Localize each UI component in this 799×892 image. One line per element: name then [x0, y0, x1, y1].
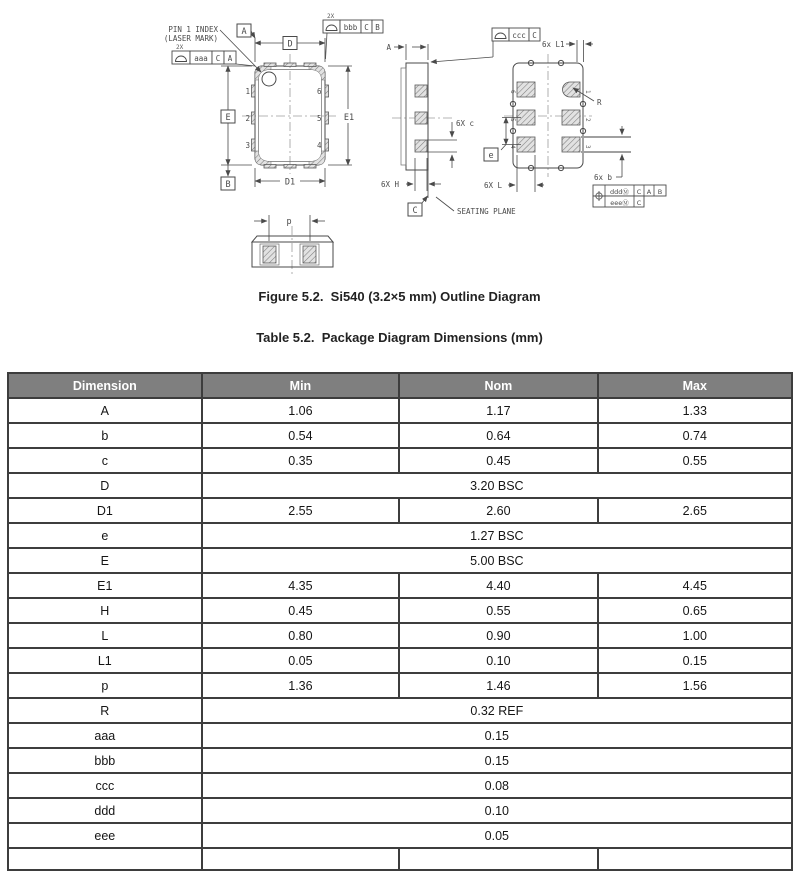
svg-text:6X L: 6X L [484, 181, 503, 190]
cell-span-value: 0.10 [202, 798, 792, 823]
table-header [8, 373, 792, 398]
svg-text:bbb: bbb [343, 23, 358, 32]
svg-text:6x L1: 6x L1 [542, 40, 565, 49]
column-header: Dimension [8, 373, 202, 398]
svg-text:PIN 1 INDEX: PIN 1 INDEX [168, 25, 218, 34]
cell-dimension: D1 [8, 498, 202, 523]
svg-text:e: e [488, 151, 494, 161]
pin-number: 2 [245, 114, 250, 123]
pin-number: 2 [584, 118, 591, 122]
fcf-ccc [431, 28, 540, 62]
svg-text:C: C [636, 188, 642, 196]
svg-text:E1: E1 [343, 113, 355, 123]
svg-text:B: B [375, 23, 380, 32]
cell-dimension: ddd [8, 798, 202, 823]
cell-min: 0.05 [202, 648, 400, 673]
svg-text:B: B [657, 188, 663, 196]
cell-nom: 4.40 [399, 573, 597, 598]
table-row [8, 623, 792, 648]
svg-text:D1: D1 [284, 177, 296, 188]
dim-p [254, 215, 325, 241]
cell-nom: 0.10 [399, 648, 597, 673]
column-header: Max [598, 373, 792, 398]
svg-text:C: C [364, 23, 369, 32]
column-header: Nom [399, 373, 597, 398]
svg-text:2X: 2X [176, 44, 184, 51]
cell-span-value: 3.20 BSC [202, 473, 792, 498]
cell-max: 0.55 [598, 448, 792, 473]
fcf-aaa [172, 44, 255, 66]
cell-nom: 0.45 [399, 448, 597, 473]
cell-dimension: E1 [8, 573, 202, 598]
cell-span-value: 0.08 [202, 773, 792, 798]
table-row [8, 498, 792, 523]
dim-D1 [255, 168, 325, 188]
fcf-bbb [323, 13, 383, 59]
table-row [8, 448, 792, 473]
cell-span-value: 0.05 [202, 823, 792, 848]
pin-number: 6 [317, 87, 322, 96]
fcf-position [593, 185, 666, 207]
table-row [8, 548, 792, 573]
cell-empty [399, 848, 597, 870]
svg-text:B: B [225, 180, 231, 190]
svg-text:A: A [241, 27, 247, 37]
figure-caption: Figure 5.2. Si540 (3.2×5 mm) Outline Diagram [258, 289, 541, 304]
cell-dimension: b [8, 423, 202, 448]
pin-number: 3 [245, 141, 250, 150]
cell-nom: 1.17 [399, 398, 597, 423]
cell-min: 1.36 [202, 673, 400, 698]
pin-number: 4 [317, 141, 322, 150]
dim-6x-l1 [542, 40, 593, 62]
cell-dimension: bbb [8, 748, 202, 773]
svg-text:2X: 2X [327, 13, 335, 20]
end-view [252, 215, 333, 274]
svg-text:aaa: aaa [194, 54, 208, 63]
cell-span-value: 0.15 [202, 748, 792, 773]
pin-number: 6 [509, 90, 516, 94]
table-row [8, 698, 792, 723]
cell-dimension: aaa [8, 723, 202, 748]
cell-empty [202, 848, 400, 870]
svg-text:R: R [597, 98, 602, 107]
cell-nom: 0.64 [399, 423, 597, 448]
svg-text:p: p [286, 217, 292, 227]
svg-text:A: A [646, 188, 652, 196]
cell-nom: 2.60 [399, 498, 597, 523]
pin1-pad [563, 82, 580, 97]
svg-text:C: C [636, 199, 642, 207]
dim-6x-c [427, 119, 474, 168]
dim-E1 [328, 66, 357, 165]
cell-span-value: 0.32 REF [202, 698, 792, 723]
cell-dimension: eee [8, 823, 202, 848]
pin-number: 3 [584, 145, 591, 149]
table-row-clipped [8, 848, 792, 870]
dimensions-table-wrapper [7, 372, 793, 871]
datum-B [221, 165, 235, 190]
svg-text:A: A [227, 54, 233, 63]
pin-number: 5 [317, 114, 322, 123]
cell-dimension: p [8, 673, 202, 698]
table-row [8, 798, 792, 823]
cell-dimension: L1 [8, 648, 202, 673]
cell-max: 2.65 [598, 498, 792, 523]
dimensions-table [7, 372, 793, 871]
cell-max: 1.56 [598, 673, 792, 698]
pin-number: 4 [509, 145, 516, 149]
datum-A [237, 24, 255, 38]
dim-e [484, 118, 521, 162]
cell-dimension: A [8, 398, 202, 423]
svg-text:C: C [412, 206, 418, 216]
cell-nom: 0.55 [399, 598, 597, 623]
pin1-index-mark [262, 72, 276, 86]
svg-text:6X c: 6X c [456, 119, 475, 128]
cell-dimension: D [8, 473, 202, 498]
cell-dimension: H [8, 598, 202, 623]
cell-max: 1.00 [598, 623, 792, 648]
cell-max: 1.33 [598, 398, 792, 423]
svg-text:ccc: ccc [512, 31, 526, 40]
cell-dimension: c [8, 448, 202, 473]
cell-dimension: R [8, 698, 202, 723]
svg-text:dddⓂ: dddⓂ [610, 188, 629, 196]
table-row [8, 823, 792, 848]
svg-text:eeeⓂ: eeeⓂ [610, 199, 629, 207]
seating-plane [408, 170, 516, 216]
svg-text:D: D [287, 39, 293, 50]
cell-min: 0.54 [202, 423, 400, 448]
dim-6x-b [581, 126, 631, 182]
svg-text:E: E [225, 113, 231, 123]
cell-dimension: ccc [8, 773, 202, 798]
cell-min: 0.45 [202, 598, 400, 623]
cell-span-value: 5.00 BSC [202, 548, 792, 573]
pin-number: 1 [245, 87, 250, 96]
table-row [8, 598, 792, 623]
svg-text:(LASER MARK): (LASER MARK) [163, 34, 218, 43]
table-row [8, 673, 792, 698]
cell-min: 0.80 [202, 623, 400, 648]
svg-text:SEATING PLANE: SEATING PLANE [457, 207, 516, 216]
cell-min: 2.55 [202, 498, 400, 523]
cell-span-value: 0.15 [202, 723, 792, 748]
svg-text:C: C [532, 31, 537, 40]
table-row [8, 398, 792, 423]
cell-min: 4.35 [202, 573, 400, 598]
pin-number: 5 [509, 118, 516, 122]
pin-number: 1 [584, 90, 591, 94]
cell-nom: 0.90 [399, 623, 597, 648]
top-view [164, 13, 383, 190]
table-row [8, 473, 792, 498]
svg-text:6X H: 6X H [381, 180, 400, 189]
cell-max: 0.74 [598, 423, 792, 448]
svg-text:6x b: 6x b [594, 173, 613, 182]
cell-dimension: e [8, 523, 202, 548]
cell-dimension: E [8, 548, 202, 573]
cell-min: 1.06 [202, 398, 400, 423]
cell-empty [8, 848, 202, 870]
table-row [8, 573, 792, 598]
table-row [8, 723, 792, 748]
table-row [8, 648, 792, 673]
side-view [381, 28, 540, 216]
table-row [8, 423, 792, 448]
svg-text:C: C [215, 54, 221, 63]
cell-empty [598, 848, 792, 870]
cell-nom: 1.46 [399, 673, 597, 698]
cell-min: 0.35 [202, 448, 400, 473]
table-body [8, 398, 792, 870]
table-row [8, 773, 792, 798]
table-caption: Table 5.2. Package Diagram Dimensions (mm) [256, 330, 543, 345]
dim-A-side [386, 43, 428, 60]
table-row [8, 748, 792, 773]
dim-6x-h [381, 158, 441, 191]
cell-dimension: L [8, 623, 202, 648]
bottom-view [484, 40, 666, 207]
cell-span-value: 1.27 BSC [202, 523, 792, 548]
cell-max: 4.45 [598, 573, 792, 598]
column-header: Min [202, 373, 400, 398]
outline-diagram [0, 0, 799, 284]
cell-max: 0.15 [598, 648, 792, 673]
cell-max: 0.65 [598, 598, 792, 623]
table-row [8, 523, 792, 548]
svg-text:A: A [386, 43, 391, 52]
